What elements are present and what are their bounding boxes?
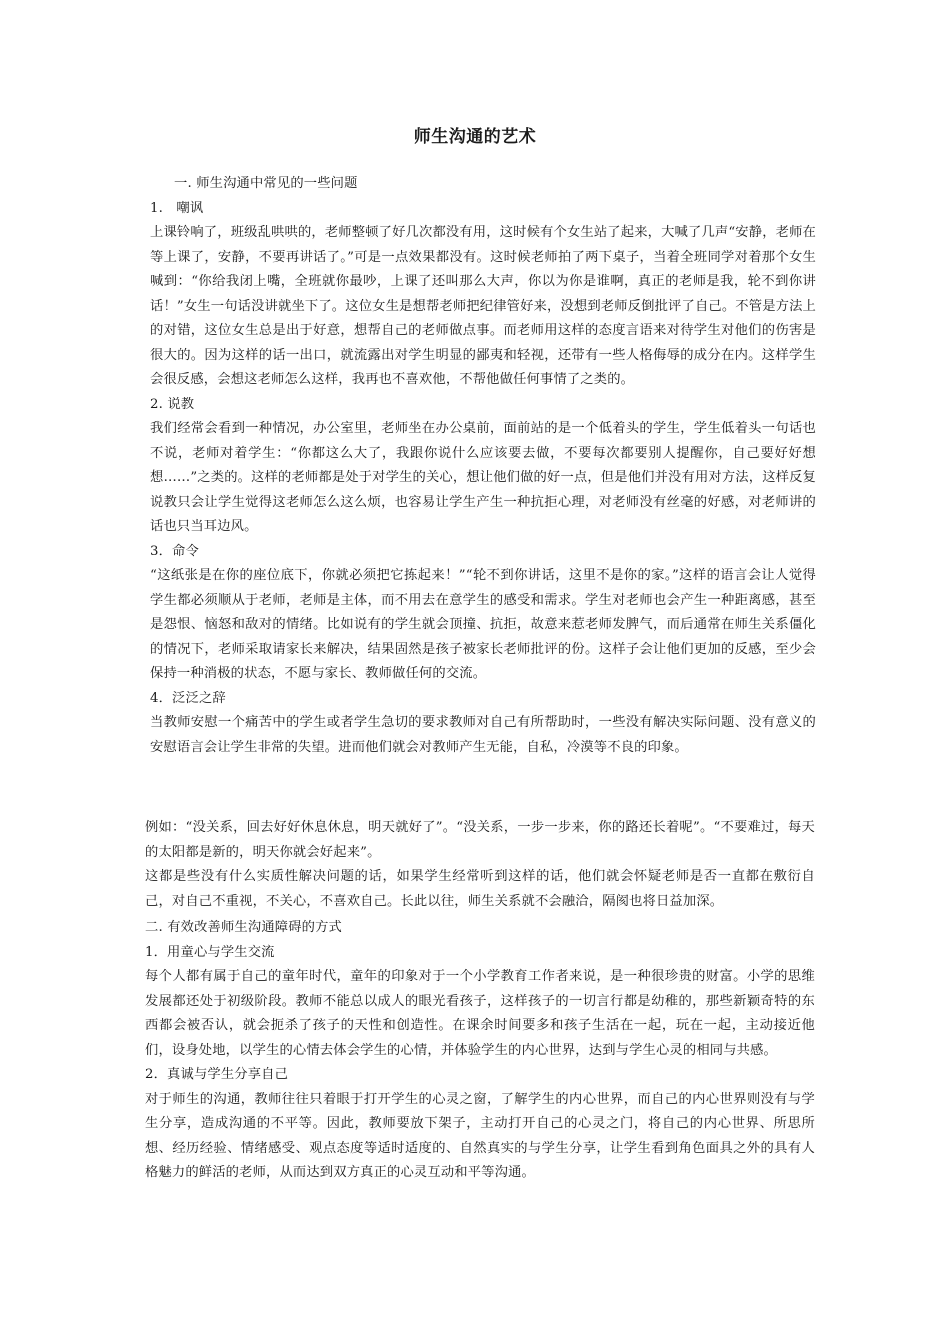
s2-item-1-heading: 1．用童心与学生交流 [145, 944, 275, 960]
section-2-heading: 二. 有效改善师生沟通障碍的方式 [145, 920, 343, 935]
item-3-heading: 3．命令 [150, 543, 199, 559]
example-paragraph: 例如：“没关系，回去好好休息休息，明天就好了”。“没关系，一步一步来，你的路还长着呢”。“不要难过，每天的太阳都是新的，明天你就会好起来”。 [145, 820, 815, 860]
item-2-text: 我们经常会看到一种情况，办公室里，老师坐在办公桌前，面前站的是一个低着头的学生，学生低着头一句话也不说，老师对着学生：“你都这么大了，我跟你说什么应该要去做，不要每次都要别人提醒你，自己要好好想想……”之类的。这样的老师都是处于对学生的关心，想让他们做的好一点，但是他们并没有用对方法，这样反复说教只会让学生觉得这老师怎么这么烦，也容易让学生产生一种抗拒心理，对老师没有丝毫的好感，对老师讲的话也只当耳边风。 [150, 421, 816, 534]
item-4-heading: 4．泛泛之辞 [150, 690, 226, 706]
item-3-text: “这纸张是在你的座位底下，你就必须把它拣起来！”“轮不到你讲话，这里不是你的家。”这样的语言会让人觉得学生都必须顺从于老师，老师是主体，而不用去在意学生的感受和需求。学生对老师也会产生一种距离感，甚至是怨恨、恼怒和敌对的情绪。比如说有的学生就会顶撞、抗拒，故意来惹老师发脾气，而后通常在师生关系僵化的情况下，老师采取请家长来解决，结果固然是孩子被家长老师批评的份。这样子会让他们更加的反感，至少会保持一种消极的状态，不愿与家长、教师做任何的交流。 [150, 568, 816, 681]
section-1 [150, 172, 816, 760]
item-1-heading: 1. 嘲讽 [150, 200, 204, 216]
document-title: 师生沟通的艺术 [413, 127, 537, 147]
s2-item-2-heading: 2．真诚与学生分享自己 [145, 1067, 289, 1082]
s2-item-2-text: 对于师生的沟通，教师往往只着眼于打开学生的心灵之窗，了解学生的内心世界，而自己的内心世界则没有与学生分享，造成沟通的不平等。因此，教师要放下架子，主动打开自己的心灵之门，将自己的内心世界、所思所想、经历经验、情绪感受、观点态度等适时适度的、自然真实的与学生分享，让学生看到角色面具之外的具有人格魅力的鲜活的老师，从而达到双方真正的心灵互动和平等沟通。 [145, 1091, 815, 1180]
item-1-text: 上课铃响了，班级乱哄哄的，老师整顿了好几次都没有用，这时候有个女生站了起来，大喊了几声“安静，老师在等上课了，安静，不要再讲话了。”可是一点效果都没有。这时候老师拍了两下桌子，当着全班同学对着那个女生喊到：“你给我闭上嘴，全班就你最吵，上课了还叫那么大声，你以为你是谁啊，真正的老师是我，轮不到你讲话！”女生一句话没讲就坐下了。这位女生是想帮老师把纪律管好来，没想到老师反倒批评了自己。不管是方法上的对错，这位女生总是出于好意，想帮自己的老师做点事。而老师用这样的态度言语来对待学生对他们的伤害是很大的。因为这样的话一出口，就流露出对学生明显的鄙夷和轻视，还带有一些人格侮辱的成分在内。这样学生会很反感，会想这老师怎么这样，我再也不喜欢他，不帮他做任何事情了之类的。 [150, 225, 816, 387]
section-1-heading: 一. 师生沟通中常见的一些问题 [174, 176, 358, 191]
section-1-tail [145, 816, 815, 914]
s2-item-1-text: 每个人都有属于自己的童年时代，童年的印象对于一个小学教育工作者来说，是一种很珍贵的财富。小学的思维发展都还处于初级阶段。教师不能总以成人的眼光看孩子，这样孩子的一切言行都是幼稚的，那些新颖奇特的东西都会被否认，就会扼杀了孩子的天性和创造性。在课余时间要多和孩子生活在一起，玩在一起，主动接近他们，设身处地，以学生的心情去体会学生的心情，并体验学生的内心世界，达到与学生心灵的相同与共感。 [145, 969, 815, 1058]
item-2-heading: 2. 说教 [150, 396, 195, 412]
item-4-text: 当教师安慰一个痛苦中的学生或者学生急切的要求教师对自己有所帮助时，一些没有解决实际问题、没有意义的安慰语言会让学生非常的失望。进而他们就会对教师产生无能，自私，冷漠等不良的印象。 [150, 715, 816, 755]
conclusion-paragraph: 这都是些没有什么实质性解决问题的话，如果学生经常听到这样的话，他们就会怀疑老师是否一直都在敷衍自己，对自己不重视，不关心，不喜欢自己。长此以往，师生关系就不会融洽，隔阂也将日益加深。 [145, 869, 815, 909]
section-2 [145, 916, 815, 1186]
